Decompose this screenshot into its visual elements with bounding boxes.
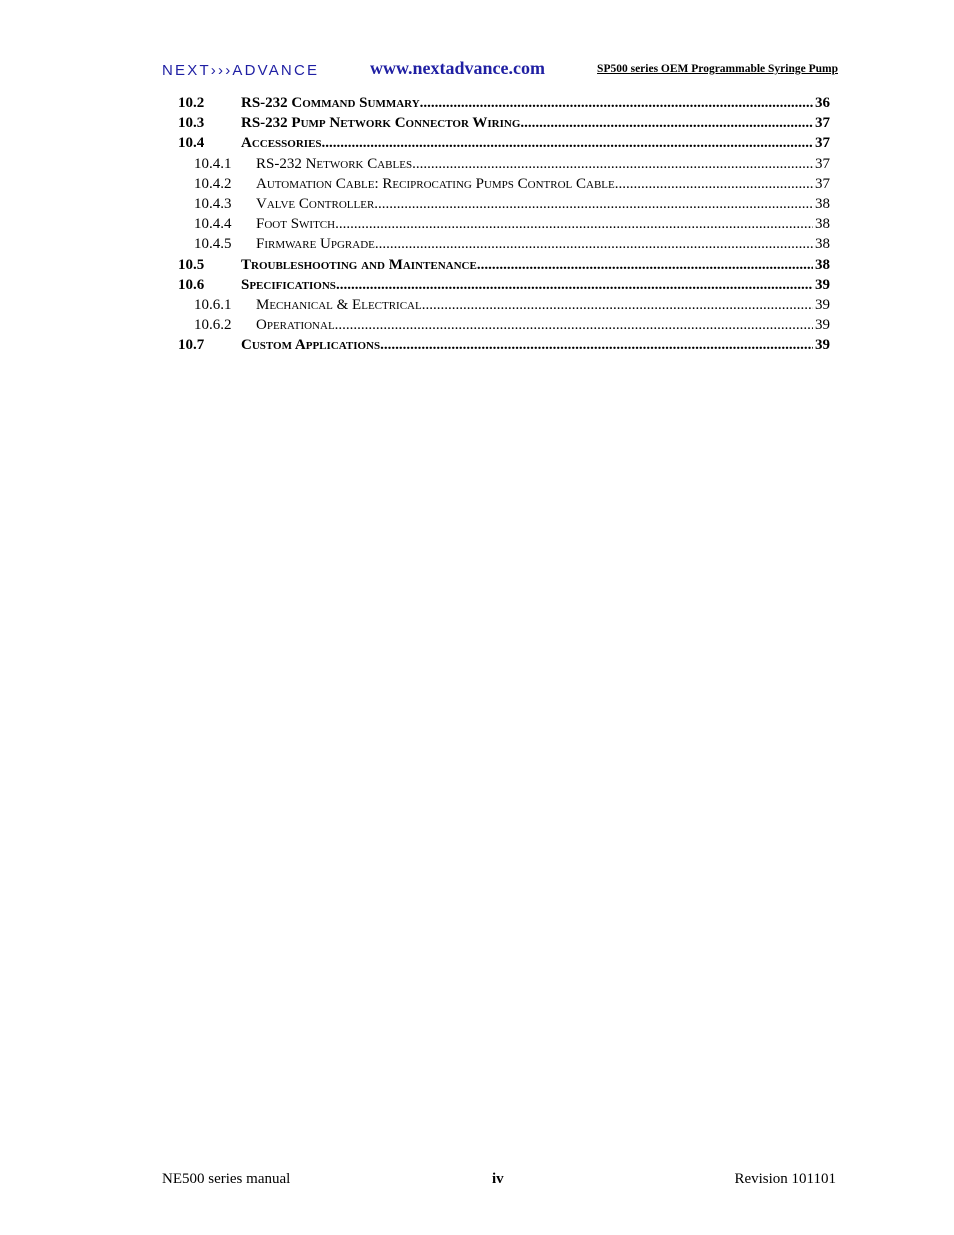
website-link[interactable]: www.nextadvance.com xyxy=(370,58,545,78)
toc-entry-page: 37 xyxy=(815,115,830,132)
toc-entry[interactable] xyxy=(178,257,830,277)
revision-label: Revision 101101 xyxy=(734,1171,836,1187)
toc-entry-title: RS-232 Network Cables xyxy=(256,155,413,172)
toc-entry-page: 36 xyxy=(815,95,830,111)
toc-entry-page: 38 xyxy=(815,216,830,233)
toc-dot-leader xyxy=(420,95,813,112)
toc-dot-leader xyxy=(615,176,813,193)
toc-entry[interactable] xyxy=(178,135,830,155)
toc-entry[interactable] xyxy=(178,277,830,297)
page-number: iv xyxy=(492,1171,504,1187)
toc-entry[interactable] xyxy=(178,236,830,256)
toc-entry[interactable] xyxy=(178,115,830,135)
toc-entry[interactable] xyxy=(178,216,830,236)
table-of-contents xyxy=(178,95,830,357)
toc-entry-number: 10.4 xyxy=(178,135,205,152)
toc-entry-page: 39 xyxy=(815,276,830,293)
toc-dot-leader xyxy=(380,337,813,354)
toc-entry-number: 10.5 xyxy=(178,256,205,273)
toc-dot-leader xyxy=(477,257,813,274)
toc-dot-leader xyxy=(335,317,813,334)
toc-entry-number: 10.4.5 xyxy=(194,236,232,253)
toc-entry[interactable] xyxy=(178,297,830,317)
toc-entry-page: 37 xyxy=(815,175,830,192)
toc-entry-title: Operational xyxy=(256,317,335,334)
toc-entry-title: Accessories xyxy=(241,135,322,152)
toc-entry-title: Automation Cable: Reciprocating Pumps Control Cable xyxy=(256,175,615,192)
toc-entry-number: 10.7 xyxy=(178,337,205,354)
toc-entry-number: 10.4.2 xyxy=(194,175,232,192)
toc-dot-leader xyxy=(375,236,813,253)
toc-entry-title: Firmware Upgrade xyxy=(256,236,375,253)
toc-entry-title: Specifications xyxy=(241,276,336,293)
toc-entry-page: 38 xyxy=(815,256,830,273)
page-header xyxy=(162,58,838,82)
toc-entry-number: 10.3 xyxy=(178,115,205,132)
toc-entry[interactable] xyxy=(178,156,830,176)
toc-entry-page: 37 xyxy=(815,155,830,172)
toc-entry[interactable] xyxy=(178,317,830,337)
toc-entry-number: 10.6.2 xyxy=(194,317,232,334)
toc-entry-page: 37 xyxy=(815,135,830,152)
toc-dot-leader xyxy=(374,196,813,213)
toc-entry-page: 39 xyxy=(815,296,830,313)
toc-entry-number: 10.2 xyxy=(178,95,205,111)
toc-entry-title: Valve Controller xyxy=(256,195,375,212)
company-logo: NEXT›››ADVANCE xyxy=(162,62,320,79)
toc-entry[interactable] xyxy=(178,196,830,216)
toc-dot-leader xyxy=(520,115,813,132)
toc-entry-number: 10.4.3 xyxy=(194,195,232,212)
toc-entry-title: Mechanical & Electrical xyxy=(256,296,422,313)
toc-dot-leader xyxy=(322,135,813,152)
toc-entry-page: 39 xyxy=(815,337,830,354)
toc-dot-leader xyxy=(335,216,813,233)
toc-entry-title: Custom Applications xyxy=(241,337,381,354)
manual-name: NE500 series manual xyxy=(162,1171,291,1187)
toc-entry-page: 38 xyxy=(815,195,830,212)
toc-entry[interactable] xyxy=(178,95,830,115)
toc-entry-number: 10.6 xyxy=(178,276,205,293)
toc-dot-leader xyxy=(422,297,813,314)
toc-dot-leader xyxy=(336,277,813,294)
toc-entry-number: 10.4.4 xyxy=(194,216,232,233)
toc-entry-title: RS-232 Pump Network Connector Wiring xyxy=(241,115,521,132)
toc-dot-leader xyxy=(412,156,813,173)
toc-entry-number: 10.6.1 xyxy=(194,296,232,313)
toc-entry[interactable] xyxy=(178,176,830,196)
toc-entry[interactable] xyxy=(178,337,830,357)
toc-entry-title: RS-232 Command Summary xyxy=(241,95,420,111)
toc-entry-number: 10.4.1 xyxy=(194,155,232,172)
product-title: SP500 series OEM Programmable Syringe Pump xyxy=(597,63,838,75)
toc-entry-page: 38 xyxy=(815,236,830,253)
toc-entry-title: Foot Switch xyxy=(256,216,336,233)
toc-entry-page: 39 xyxy=(815,317,830,334)
page-footer xyxy=(162,1171,836,1191)
toc-entry-title: Troubleshooting and Maintenance xyxy=(241,256,477,273)
